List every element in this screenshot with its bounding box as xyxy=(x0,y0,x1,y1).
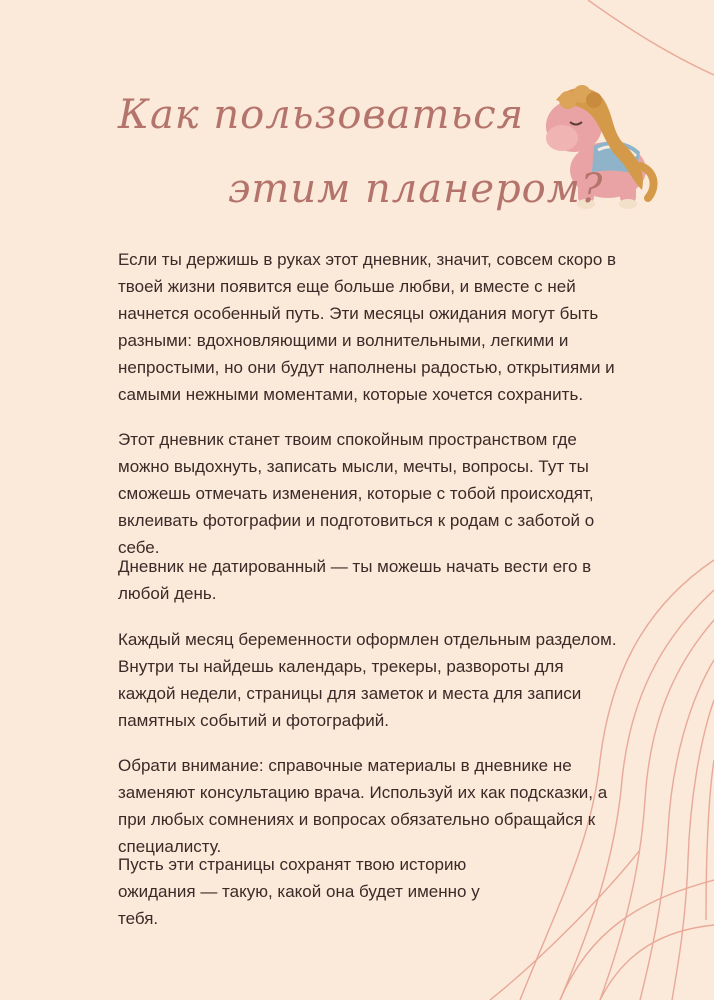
page-title-line-2: этим планером? xyxy=(228,166,604,212)
undated-paragraph: Дневник не датированный — ты можешь начать вести его в любой день. xyxy=(118,557,592,603)
closing-paragraph: Пусть эти страницы сохранят твою историю ожидания — такую, какой она будет именно у тебя. xyxy=(118,855,480,928)
space-paragraph: Этот дневник станет твоим спокойным пространством где можно выдохнуть, записать мысли, мечты, вопросы. Тут ты сможешь отмечать изменения, которые с тобой происходят, вклеивать фотографии и подготовиться к родам с заботой о себе. xyxy=(118,430,595,557)
disclaimer-paragraph: Обрати внимание: справочные материалы в дневнике не заменяют консультацию врача. Используй их как подсказки, а при любых сомнениях и вопросах обязательно обращайся к специалисту. xyxy=(118,756,608,856)
intro-paragraph: Если ты держишь в руках этот дневник, значит, совсем скоро в твоей жизни появится еще больше любви, и вместе с ней начнется особенный путь. Эти месяцы ожидания могут быть разными: вдохновляющими и волнительными, легкими и непростыми, но они будут наполнены радостью, открытиями и самыми нежными моментами, которые хочется сохранить. xyxy=(118,250,617,404)
structure-paragraph: Каждый месяц беременности оформлен отдельным разделом. Внутри ты найдешь календарь, трекеры, развороты для каждой недели, страницы для заметок и места для записи памятных событий и фотографий. xyxy=(118,630,617,730)
page-title-line-1: Как пользоваться xyxy=(118,92,525,138)
